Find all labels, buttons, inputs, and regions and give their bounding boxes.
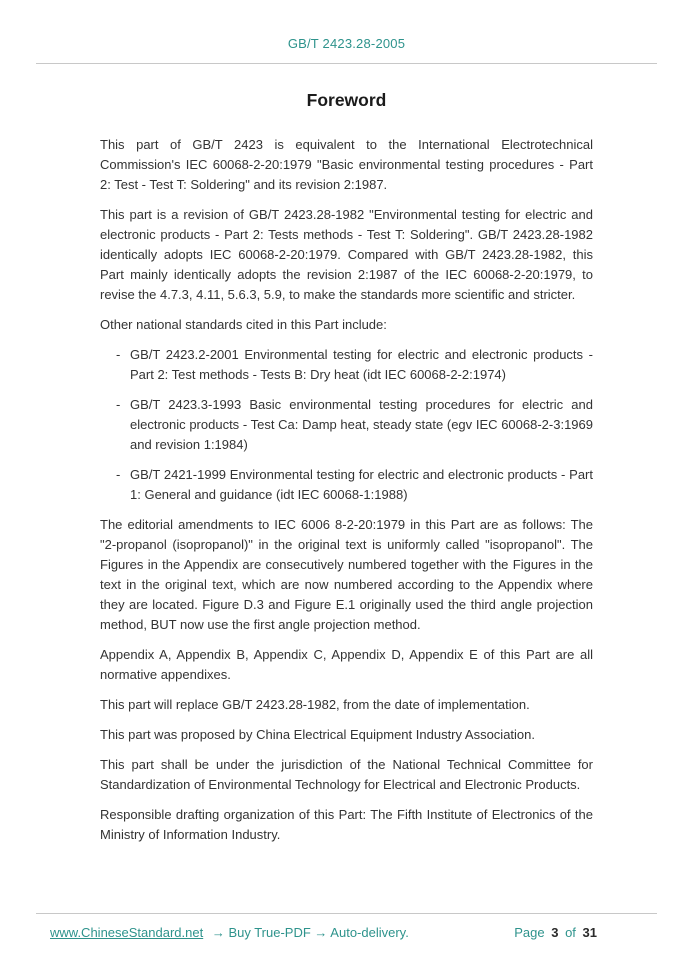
paragraph-cited-standards-intro: Other national standards cited in this Part include: bbox=[100, 317, 387, 332]
total-pages: 31 bbox=[582, 925, 597, 940]
paragraph-jurisdiction: This part shall be under the jurisdiction of the National Technical Committee for Standardization of Environmental Technology for Electrical and Electronic Products. bbox=[100, 757, 593, 792]
page-indicator bbox=[511, 925, 597, 940]
cited-standards-list bbox=[116, 345, 593, 505]
footer-divider bbox=[36, 913, 657, 914]
paragraph-drafting-organization: Responsible drafting organization of this Part: The Fifth Institute of Electronics of the Ministry of Information Industry. bbox=[100, 807, 593, 842]
document-body bbox=[0, 90, 693, 845]
paragraph-appendixes: Appendix A, Appendix B, Appendix C, Appendix D, Appendix E of this Part are all normative appendixes. bbox=[100, 647, 593, 682]
footer-info bbox=[50, 925, 409, 940]
bullet-marker: - bbox=[116, 347, 121, 362]
page-header bbox=[0, 0, 693, 64]
page-footer bbox=[0, 913, 693, 980]
bullet-marker: - bbox=[116, 397, 121, 412]
page-label: Page bbox=[514, 925, 545, 940]
list-item-text: GB/T 2421-1999 Environmental testing for electric and electronic products - Part 1: General and guidance (idt IEC 60068-1:1988) bbox=[130, 467, 593, 502]
paragraph-replacement: This part will replace GB/T 2423.28-1982, from the date of implementation. bbox=[100, 697, 530, 712]
paragraph-revision: This part is a revision of GB/T 2423.28-1982 "Environmental testing for electric and electronic products - Part 2: Tests methods - Test T: Soldering". GB/T 2423.28-1982 identically adopts IEC 60068-2-20:1979. Compared with GB/T 2423.28-1982, this Part mainly identically adopts the revision 2:1987 of the IEC 60068-2-20:1979, to revise the 4.7.3, 4.11, 5.6.3, 5.9, to make the standards more scientific and stricter. bbox=[100, 207, 593, 302]
list-item-text: GB/T 2423.3-1993 Basic environmental testing procedures for electric and electronic products - Test Ca: Damp heat, steady state (egv IEC 60068-2-3:1969 and revision 1:1984) bbox=[130, 397, 593, 452]
footer-tagline: → Buy True-PDF → Auto-delivery. bbox=[211, 925, 409, 940]
list-item-text: GB/T 2423.2-2001 Environmental testing for electric and electronic products - Part 2: Test methods - Tests B: Dry heat (idt IEC 60068-2-2:1974) bbox=[130, 347, 593, 382]
footer-link[interactable]: www.ChineseStandard.net bbox=[50, 925, 204, 940]
paragraph-proposed-by: This part was proposed by China Electrical Equipment Industry Association. bbox=[100, 727, 535, 742]
header-divider bbox=[36, 63, 657, 64]
paragraph-equivalence: This part of GB/T 2423 is equivalent to the International Electrotechnical Commission's IEC 60068-2-20:1979 "Basic environmental testing procedures - Part 2: Test - Test T: Soldering" and its revision 2:1987. bbox=[100, 137, 593, 192]
list-item bbox=[116, 345, 593, 385]
bullet-marker: - bbox=[116, 467, 121, 482]
paragraph-editorial-amendments: The editorial amendments to IEC 6006 8-2-20:1979 in this Part are as follows: The "2-propanol (isopropanol)" in the original text is uniformly called "isopropanol". The Figures in the Appendix are consecutively numbered together with the Figures in the text in the original text, which are now numbered according to the Appendix where they are located. Figure D.3 and Figure E.1 originally used the third angle projection method, BUT now use the first angle projection method. bbox=[100, 517, 593, 632]
list-item bbox=[116, 395, 593, 455]
footer-row bbox=[36, 925, 657, 940]
of-label: of bbox=[565, 925, 576, 940]
page-number: 3 bbox=[551, 925, 559, 940]
page-title: Foreword bbox=[306, 90, 387, 110]
list-item bbox=[116, 465, 593, 505]
header-doc-number: GB/T 2423.28-2005 bbox=[287, 36, 406, 51]
